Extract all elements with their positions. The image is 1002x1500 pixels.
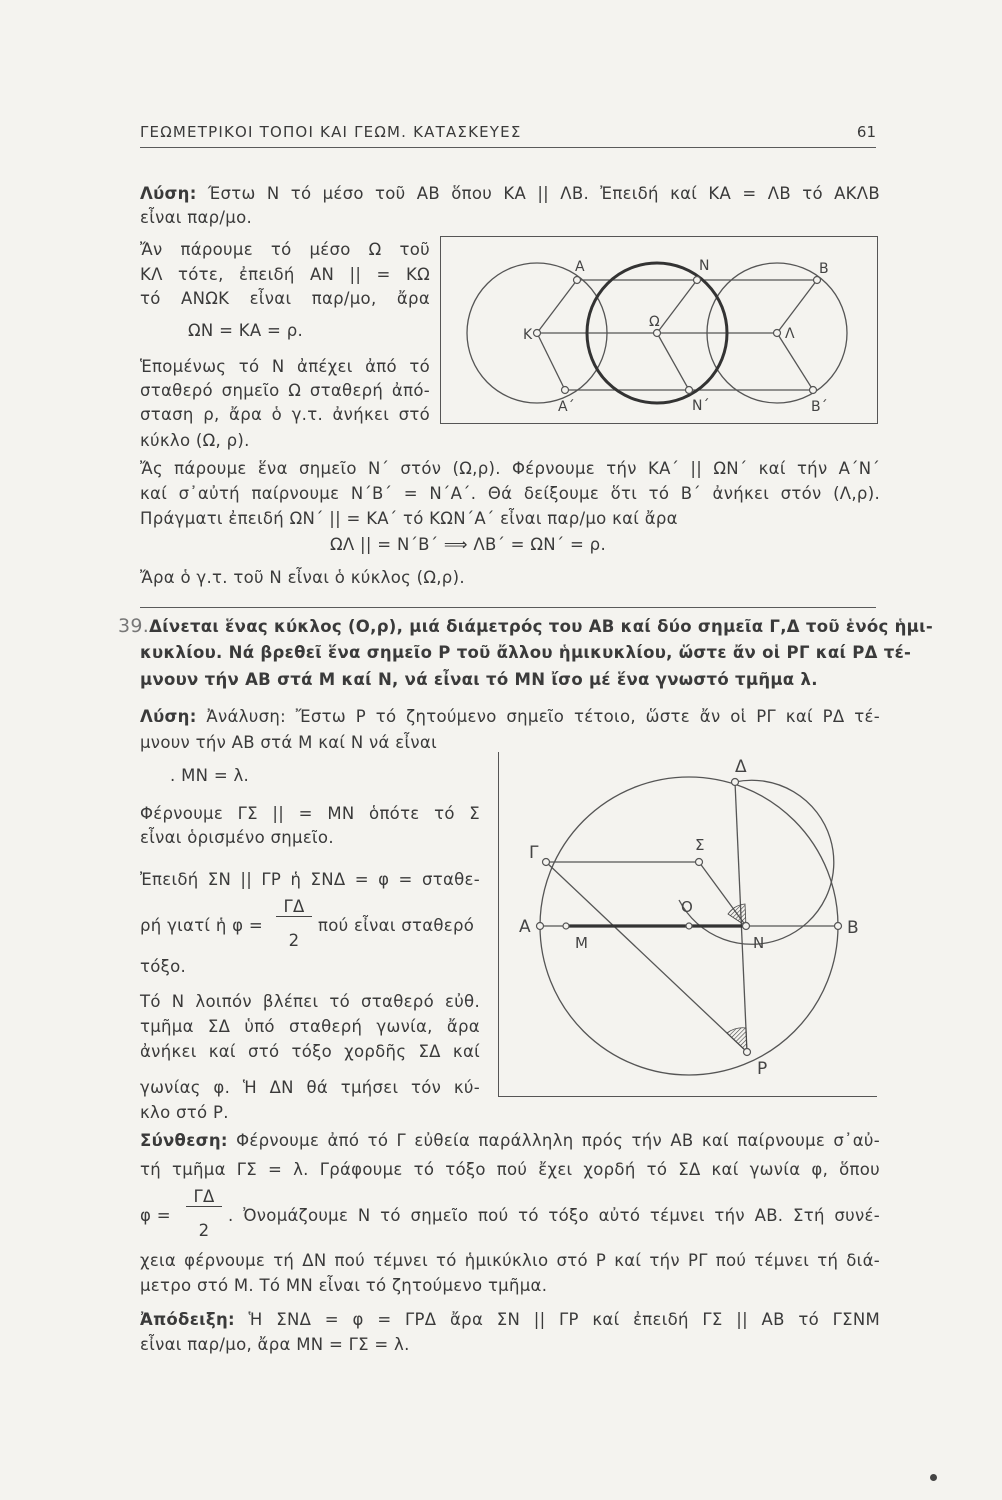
fraction-1-denominator: 2 <box>288 931 300 950</box>
label-Lambda: Λ <box>785 326 795 342</box>
point-N-prime <box>686 387 693 394</box>
figure-2-frame <box>498 752 877 1097</box>
point-Omega <box>654 330 661 337</box>
point-M <box>563 923 569 929</box>
point-O <box>686 923 692 929</box>
label-A: A <box>575 259 585 275</box>
header-rule <box>140 147 876 148</box>
solution1-line-10: κύκλο (Ω, ρ). <box>140 431 250 450</box>
solution1-line-4: ΚΛ τότε, ἐπειδή ΑΝ || = ΚΩ <box>140 265 430 284</box>
fraction-2-numerator: ΓΔ <box>186 1188 222 1207</box>
solution1-line-1: Λύση: Έστω Ν τό μέσο τοῦ ΑΒ ὅπου ΚΑ || ΛΒ. Ἐπειδή καί ΚΑ = ΛΒ τό ΑΚΛΒ <box>140 184 881 203</box>
solution2-line-3: . ΜΝ = λ. <box>170 766 250 785</box>
label-Delta: Δ <box>735 757 747 777</box>
point-Delta <box>732 779 739 786</box>
synthesis-line-1: Σύνθεση: Φέρνουμε ἀπό τό Γ εὐθεία παράλληλη πρός τήν ΑΒ καί παίρνουμε σ᾽αὐ- <box>140 1131 880 1150</box>
point-Lambda <box>774 330 781 337</box>
label-N: N <box>753 934 765 952</box>
solution1-line-11: Ἄς πάρουμε ἕνα σημεῖο Ν΄ στόν (Ω,ρ). Φέρνουμε τήν ΚΑ΄ || ΩΝ΄ καί τήν Α΄Ν΄ <box>140 459 880 478</box>
solution1-line-7: Ἑπομένως τό Ν ἀπέχει ἀπό τό <box>140 357 430 376</box>
label-P: P <box>757 1059 768 1079</box>
synthesis-label: Σύνθεση: <box>140 1131 228 1150</box>
proof-line-1: Ἀπόδειξη: Ἡ ΣΝΔ = φ = ΓΡΔ ἄρα ΣΝ || ΓΡ καί ἐπειδή ΓΣ || ΑΒ τό ΓΣΝΜ <box>140 1310 881 1329</box>
label-B-prime: B΄ <box>811 399 828 415</box>
solution1-line-6: ΩΝ = ΚΑ = ρ. <box>188 321 304 340</box>
point-N <box>743 923 750 930</box>
problem39-line-1: 39.Δίνεται ἕνας κύκλος (Ο,ρ), μιά διάμετρός του ΑΒ καί δύο σημεῖα Γ,Δ τοῦ ἑνός ἡμι- <box>118 615 934 637</box>
solution1-line-15: Ἄρα ὁ γ.τ. τοῦ Ν εἶναι ὁ κύκλος (Ω,ρ). <box>140 568 465 587</box>
figure-1-frame <box>440 236 878 424</box>
solution1-line-9: σταση ρ, ἄρα ὁ γ.τ. ἀνήκει στό <box>140 405 430 424</box>
line-K-Aprime <box>537 333 565 390</box>
solution2-line-9: Τό Ν λοιπόν βλέπει τό σταθερό εὐθ. <box>140 992 480 1011</box>
label-A-prime: A΄ <box>558 399 575 415</box>
hatched-angle-P <box>727 1028 747 1052</box>
hatched-angle-N <box>728 904 746 926</box>
synthesis-line-4: χεια φέρνουμε τή ΔΝ πού τέμνει τό ἡμικύκλιο στό Ρ καί τήν ΡΓ πού τέμνει τή διά- <box>140 1251 880 1270</box>
label-Gamma: Γ <box>529 843 539 863</box>
problem39-line-2: κυκλίου. Νά βρεθεῖ ἕνα σημεῖο Ρ τοῦ ἄλλου ἡμικυκλίου, ὥστε ἄν οἱ ΡΓ καί ΡΔ τέ- <box>140 643 912 662</box>
line-Omega-N <box>657 280 697 333</box>
solution2-line-8: τόξο. <box>140 957 187 976</box>
point-Gamma <box>543 859 550 866</box>
solution1-line-8: σταθερό σημεῖο Ω σταθερή ἀπό- <box>140 381 430 400</box>
proof-line-2: εἶναι παρ/μο, ἄρα ΜΝ = ΓΣ = λ. <box>140 1335 410 1354</box>
label-N: N <box>699 258 710 274</box>
solution2-line-7a: ρή γιατί ἡ φ = <box>140 916 264 935</box>
print-speck <box>930 1474 937 1481</box>
label-B: B <box>847 918 859 938</box>
running-header <box>140 123 876 141</box>
line-Lambda-B <box>777 280 817 333</box>
figure-1-three-circles <box>441 237 877 423</box>
solution2-line-1: Λύση: Ἀνάλυση: Ἔστω Ρ τό ζητούμενο σημεῖο τέτοιο, ὥστε ἄν οἱ ΡΓ καί ΡΔ τέ- <box>140 707 880 726</box>
point-P <box>744 1049 751 1056</box>
label-N-prime: N΄ <box>692 398 710 414</box>
problem39-line-3: μνουν τήν ΑΒ στά Μ καί Ν, νά εἶναι τό ΜΝ ἴσο μέ ἕνα γνωστό τμῆμα λ. <box>140 670 818 689</box>
solution2-line-4: Φέρνουμε ΓΣ || = ΜΝ ὁπότε τό Σ <box>140 804 480 823</box>
label-O: O <box>681 898 693 916</box>
solution2-line-11: ἀνήκει καί στό τόξο χορδῆς ΣΔ καί <box>140 1042 480 1061</box>
label-B: B <box>819 261 829 277</box>
synthesis-line-5: μετρο στό Μ. Τό ΜΝ εἶναι τό ζητούμενο τμῆμα. <box>140 1276 548 1295</box>
solution2-line-7b: πού εἶναι σταθερό <box>318 916 475 935</box>
fraction-2-denominator: 2 <box>198 1221 210 1240</box>
point-B <box>814 277 821 284</box>
solution1-line-14: ΩΛ || = Ν΄Β΄ ⟹ ΛΒ΄ = ΩΝ΄ = ρ. <box>330 535 606 554</box>
label-Sigma: Σ <box>695 836 705 854</box>
solution1-label: Λύση: <box>140 184 197 203</box>
solution2-line-13: κλο στό Ρ. <box>140 1103 229 1122</box>
running-title: ΓΕΩΜΕΤΡΙΚΟΙ ΤΟΠΟΙ ΚΑΙ ΓΕΩΜ. ΚΑΤΑΣΚΕΥΕΣ <box>140 123 522 141</box>
synthesis-line-2: τή τμῆμα ΓΣ = λ. Γράφουμε τό τόξο πού ἔχει χορδή τό ΣΔ καί γωνία φ, ὅπου <box>140 1160 880 1179</box>
point-A <box>537 923 544 930</box>
solution2-line-2: μνουν τήν ΑΒ στά Μ καί Ν νά εἶναι <box>140 733 437 752</box>
problem-number: 39. <box>118 615 150 637</box>
solution2-label: Λύση: <box>140 707 197 726</box>
figure-2-circle-construction <box>499 752 877 1096</box>
solution1-line-2: εἶναι παρ/μο. <box>140 208 253 227</box>
label-Omega: Ω <box>649 314 660 330</box>
label-K: K <box>523 327 533 343</box>
point-B-prime <box>810 387 817 394</box>
label-M: M <box>575 934 588 952</box>
synthesis-line-3b: . Ὀνομάζουμε Ν τό σημεῖο πού τό τόξο αὐτό τέμνει τήν ΑΒ. Στή συνέ- <box>228 1206 880 1225</box>
section-rule <box>140 607 876 608</box>
fraction-1-numerator: ΓΔ <box>276 898 312 917</box>
solution1-line-5: τό ΑΝΩΚ εἶναι παρ/μο, ἄρα <box>140 289 430 308</box>
solution2-line-12: γωνίας φ. Ἡ ΔΝ θά τμήσει τόν κύ- <box>140 1078 480 1097</box>
point-K <box>534 330 541 337</box>
line-K-A <box>537 280 577 333</box>
label-A: A <box>519 917 531 937</box>
line-Lambda-Bprime <box>777 333 813 390</box>
proof-label: Ἀπόδειξη: <box>140 1310 235 1329</box>
point-N <box>694 277 701 284</box>
solution1-line-13: Πράγματι ἐπειδή ΩΝ΄ || = ΚΑ΄ τό ΚΩΝ΄Α΄ εἶναι παρ/μο καί ἄρα <box>140 509 678 528</box>
point-Sigma <box>696 859 703 866</box>
point-A <box>574 277 581 284</box>
solution1-line-3: Ἄν πάρουμε τό μέσο Ω τοῦ <box>140 240 430 259</box>
solution2-line-10: τμῆμα ΣΔ ὑπό σταθερή γωνία, ἄρα <box>140 1017 480 1036</box>
solution1-line-12: καί σ᾽αὐτή παίρνουμε Ν΄Β΄ = Ν΄Α΄. Θά δείξουμε ὅτι τό Β΄ ἀνήκει στόν (Λ,ρ). <box>140 484 880 503</box>
solution2-line-5: εἶναι ὁρισμένο σημεῖο. <box>140 828 334 847</box>
page-number: 61 <box>856 123 876 141</box>
synthesis-line-3a: φ = <box>140 1206 171 1225</box>
line-Omega-Nprime <box>657 333 689 390</box>
point-A-prime <box>562 387 569 394</box>
point-B <box>835 923 842 930</box>
solution2-line-6: Ἐπειδή ΣΝ || ΓΡ ἡ ΣΝΔ = φ = σταθε- <box>140 870 480 889</box>
